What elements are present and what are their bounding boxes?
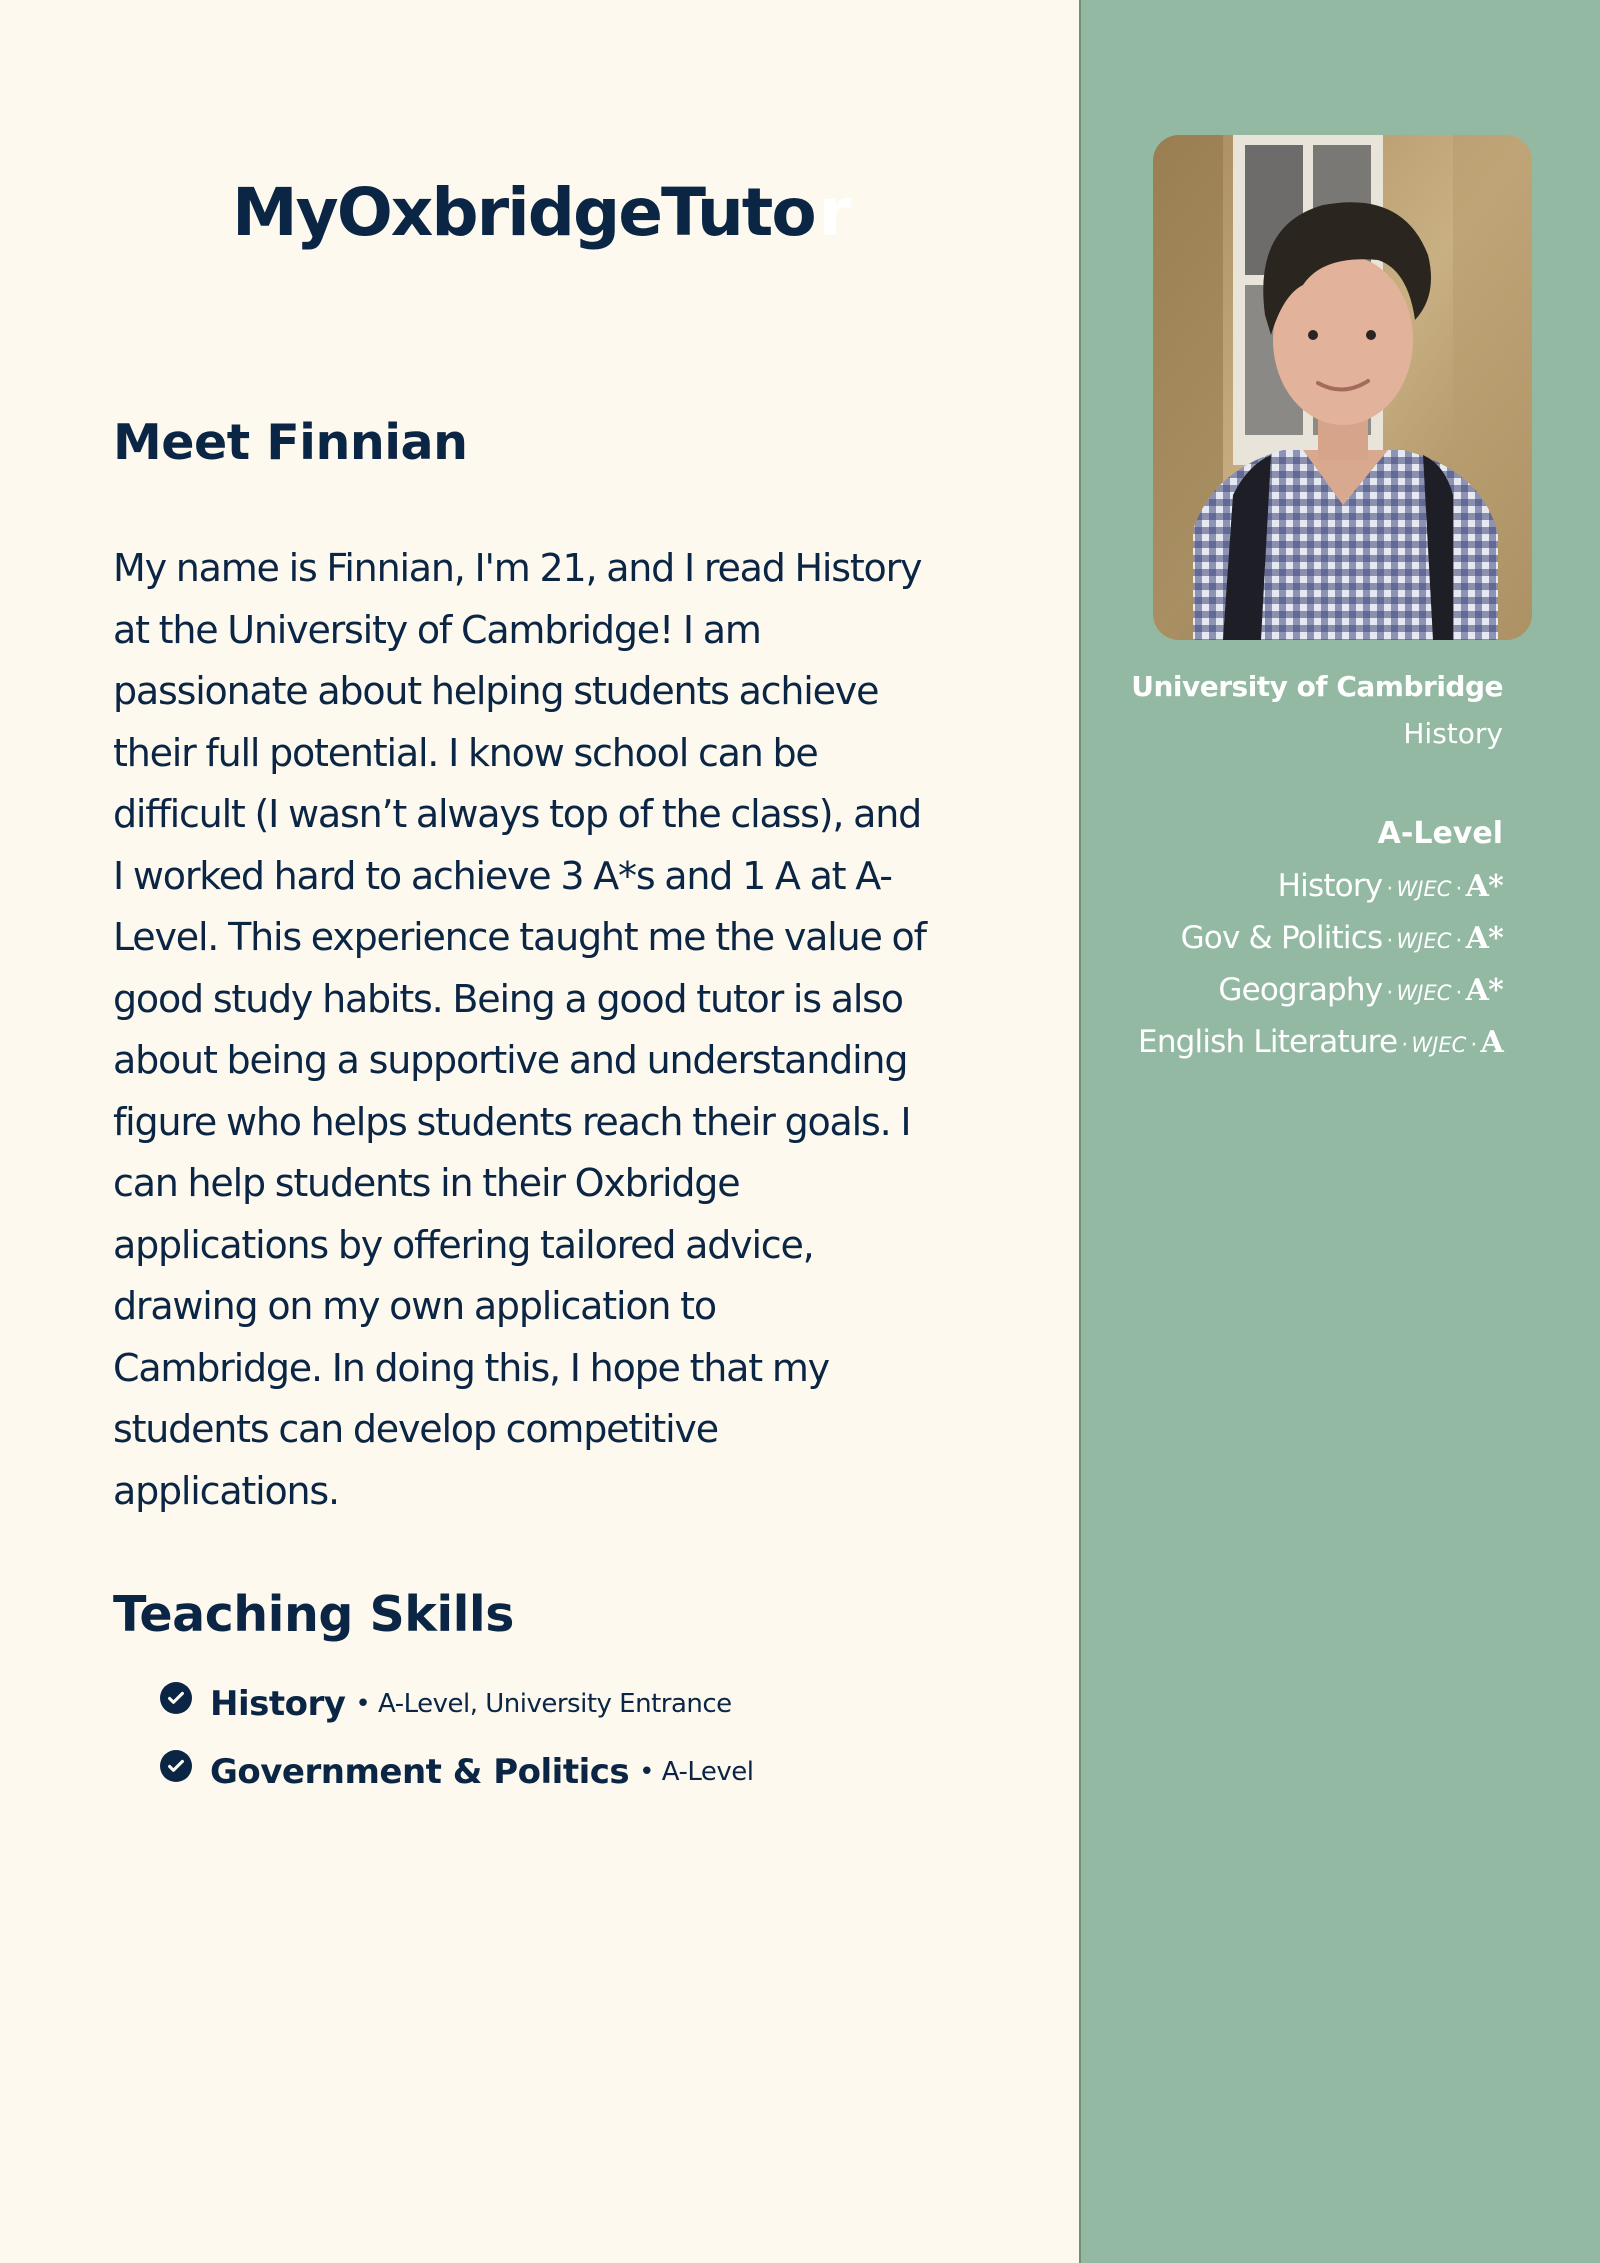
list-item: [160, 1670, 753, 1738]
teaching-skills-list: [160, 1670, 753, 1806]
skill-subject: History: [210, 1684, 346, 1724]
check-circle-icon: [160, 1682, 192, 1714]
list-item: Geography · WJEC · A*: [1218, 972, 1503, 1008]
exam-board: WJEC: [1396, 981, 1452, 1005]
check-circle-icon: [160, 1750, 192, 1782]
skill-subject: Government & Politics: [210, 1752, 630, 1792]
logo-text: MyOxbridgeTuto: [232, 174, 815, 251]
skill-levels: • A-Level, University Entrance: [355, 1689, 732, 1719]
exam-board: WJEC: [1396, 929, 1452, 953]
grade-subject: Geography: [1218, 972, 1383, 1008]
alevel-grades-list: [1138, 868, 1503, 1076]
grade-subject: English Literature: [1138, 1024, 1398, 1060]
logo-accent-letter: r: [815, 180, 854, 246]
alevel-heading: A-Level: [1377, 816, 1503, 851]
teaching-skills-heading: Teaching Skills: [113, 1586, 514, 1643]
tutor-bio: My name is Finnian, I'm 21, and I read History at the University of Cambridge! I am passionate about helping students achieve their full potential. I know school can be difficult (I wasn’t always top of the class), and I worked hard to achieve 3 A*s and 1 A at A-Level. This experience taught me the value of good study habits. Being a good tutor is also about being a supportive and understanding figure who helps students reach their goals. I can help students in their Oxbridge applications by offering tailored advice, drawing on my own application to Cambridge. In doing this, I hope that my students can develop competitive applications.: [113, 546, 926, 1513]
tutor-photo: [1153, 135, 1532, 640]
grade-subject: Gov & Politics: [1180, 920, 1383, 956]
brand-logo[interactable]: [232, 174, 853, 251]
exam-board: WJEC: [1396, 877, 1452, 901]
grade-value: A: [1480, 1025, 1503, 1060]
grade-value: A*: [1465, 921, 1503, 956]
grade-value: A*: [1465, 869, 1503, 904]
page-title: Meet Finnian: [113, 414, 468, 471]
list-item: [160, 1738, 753, 1806]
university-name: University of Cambridge: [1131, 670, 1503, 703]
exam-board: WJEC: [1411, 1033, 1467, 1057]
grade-value: A*: [1465, 973, 1503, 1008]
list-item: History · WJEC · A*: [1277, 868, 1503, 904]
list-item: English Literature · WJEC · A: [1138, 1024, 1503, 1060]
skill-levels: • A-Level: [639, 1757, 754, 1787]
grade-subject: History: [1277, 868, 1383, 904]
list-item: Gov & Politics · WJEC · A*: [1180, 920, 1503, 956]
course-name: History: [1403, 717, 1503, 750]
